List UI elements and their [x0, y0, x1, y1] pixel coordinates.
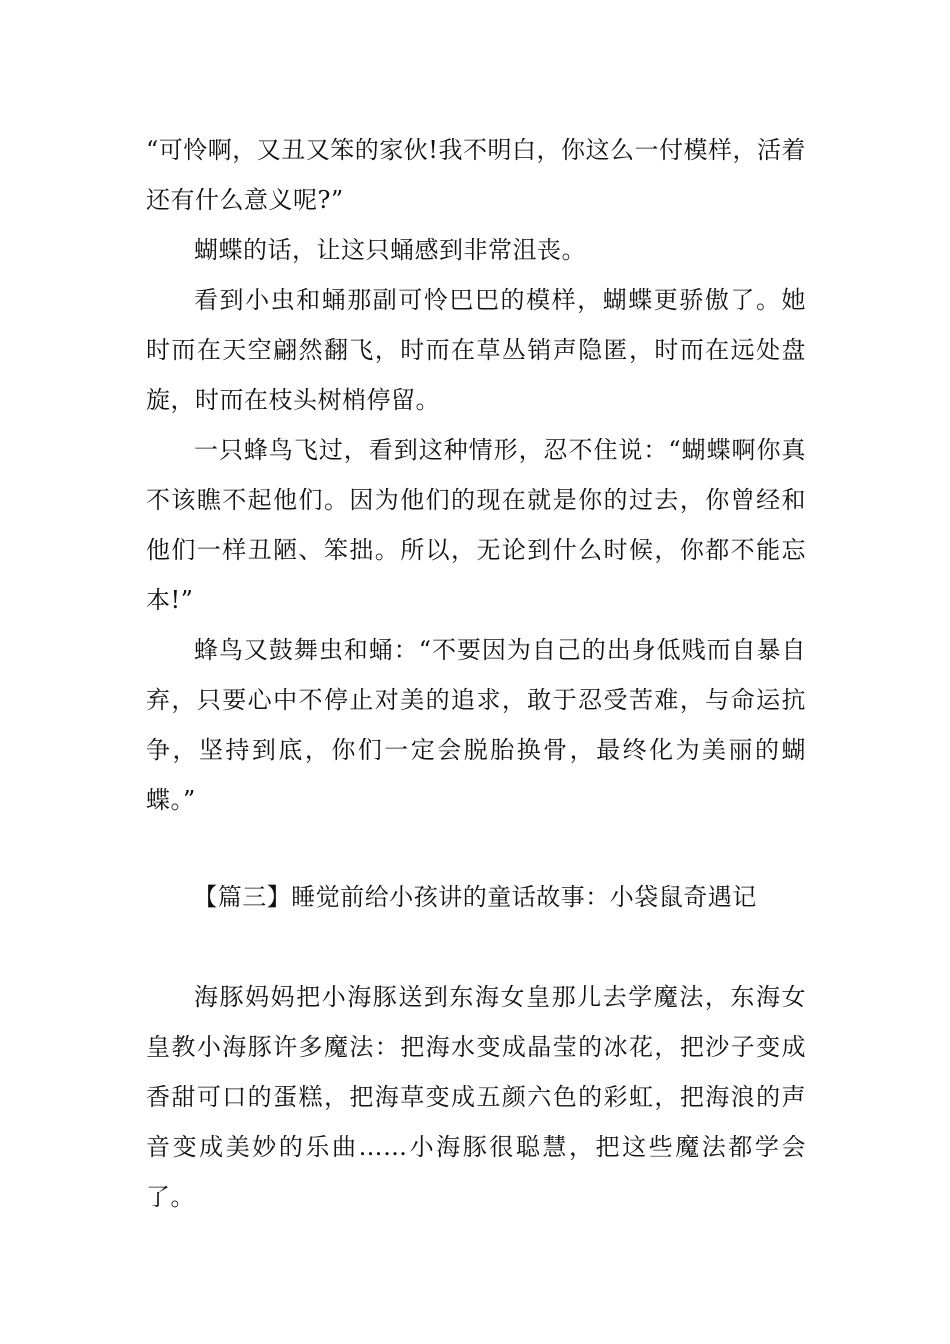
paragraph-hummingbird-speaks: 一只蜂鸟飞过，看到这种情形，忍不住说：“蝴蝶啊你真不该瞧不起他们。因为他们的现在就是你的过去，你曾经和他们一样丑陋、笨拙。所以，无论到什么时候，你都不能忘本!”: [146, 436, 806, 614]
section-heading: 【篇三】睡觉前给小孩讲的童话故事：小袋鼠奇遇记: [193, 883, 757, 911]
paragraph-butterfly-proud: 看到小虫和蛹那副可怜巴巴的模样，蝴蝶更骄傲了。她时而在天空翩然翻飞，时而在草丛销声隐匿，时而在远处盘旋，时而在枝头树梢停留。: [146, 286, 806, 414]
paragraph-butterfly-quote: “可怜啊，又丑又笨的家伙!我不明白，你这么一付模样，活着还有什么意义呢?”: [146, 136, 806, 214]
story-section-two-end: [146, 125, 806, 825]
paragraph-dolphin-magic: 海豚妈妈把小海豚送到东海女皇那儿去学魔法，东海女皇教小海豚许多魔法：把海水变成晶莹的冰花，把沙子变成香甜可口的蛋糕，把海草变成五颜六色的彩虹，把海浪的声音变成美妙的乐曲……小海豚很聪慧，把这些魔法都学会了。: [146, 983, 806, 1211]
story-section-three: [146, 972, 806, 1222]
paragraph-pupa-dejected: 蝴蝶的话，让这只蛹感到非常沮丧。: [194, 236, 586, 264]
paragraph-hummingbird-encourages: 蜂鸟又鼓舞虫和蛹：“不要因为自己的出身低贱而自暴自弃，只要心中不停止对美的追求，敢于忍受苦难，与命运抗争，坚持到底，你们一定会脱胎换骨，最终化为美丽的蝴蝶。”: [146, 636, 806, 814]
